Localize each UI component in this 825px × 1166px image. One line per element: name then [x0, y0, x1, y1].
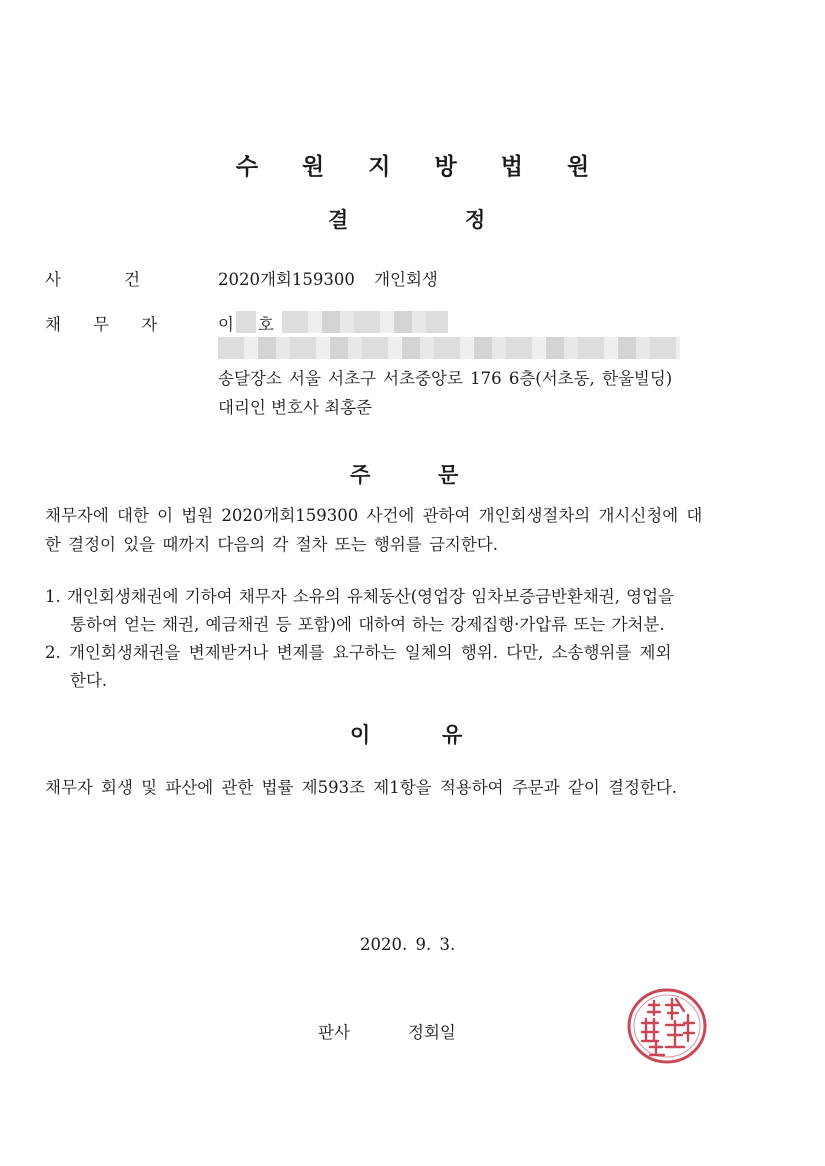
judge-title: 판사: [318, 1023, 350, 1042]
debtor-name-prefix: 이: [218, 315, 234, 334]
reason-heading-right: 유: [442, 723, 463, 747]
redacted-name-part: [236, 311, 256, 333]
case-value: 2020개회159300 개인회생: [218, 270, 438, 289]
reason-heading-left: 이: [350, 723, 371, 747]
debtor-label: 채 무 자: [45, 315, 158, 334]
doc-title-left: 결: [328, 208, 349, 232]
debtor-agent: 대리인 변호사 최홍준: [218, 398, 372, 417]
service-address: 송달장소 서울 서초구 서초중앙로 176 6층(서초동, 한울빌딩): [218, 369, 673, 388]
redacted-address: [218, 337, 680, 359]
judge-seal-icon: [624, 985, 710, 1067]
order-item1-line2: 통하여 얻는 채권, 예금채권 등 포함)에 대하여 하는 강제집행·가압류 또는 가처분.: [70, 615, 665, 634]
order-intro-line2: 한 결정이 있을 때까지 다음의 각 절차 또는 행위를 금지한다.: [45, 535, 498, 554]
case-label: 사 건: [45, 270, 141, 289]
order-item2-line1: 2. 개인회생채권을 변제받거나 변제를 요구하는 일체의 행위. 다만, 소송행위를 제외: [45, 643, 672, 662]
judge-name: 정회일: [408, 1023, 456, 1042]
order-heading-right: 문: [438, 463, 459, 487]
debtor-name-suffix: 호: [258, 315, 274, 334]
order-item2-line2: 한다.: [70, 671, 108, 690]
order-heading-left: 주: [350, 463, 371, 487]
reason-text: 채무자 회생 및 파산에 관한 법률 제593조 제1항을 적용하여 주문과 같이 결정한다.: [45, 778, 678, 797]
doc-title-right: 정: [465, 208, 486, 232]
redacted-id-number: [282, 311, 448, 333]
order-intro-line1: 채무자에 대한 이 법원 2020개회159300 사건에 관하여 개인회생절차의 개시신청에 대: [45, 506, 703, 525]
decision-date: 2020. 9. 3.: [360, 935, 456, 954]
court-name: 수 원 지 방 법 원: [235, 154, 608, 180]
order-item1-line1: 1. 개인회생채권에 기하여 채무자 소유의 유체동산(영업장 임차보증금반환채권, 영업을: [45, 587, 675, 606]
